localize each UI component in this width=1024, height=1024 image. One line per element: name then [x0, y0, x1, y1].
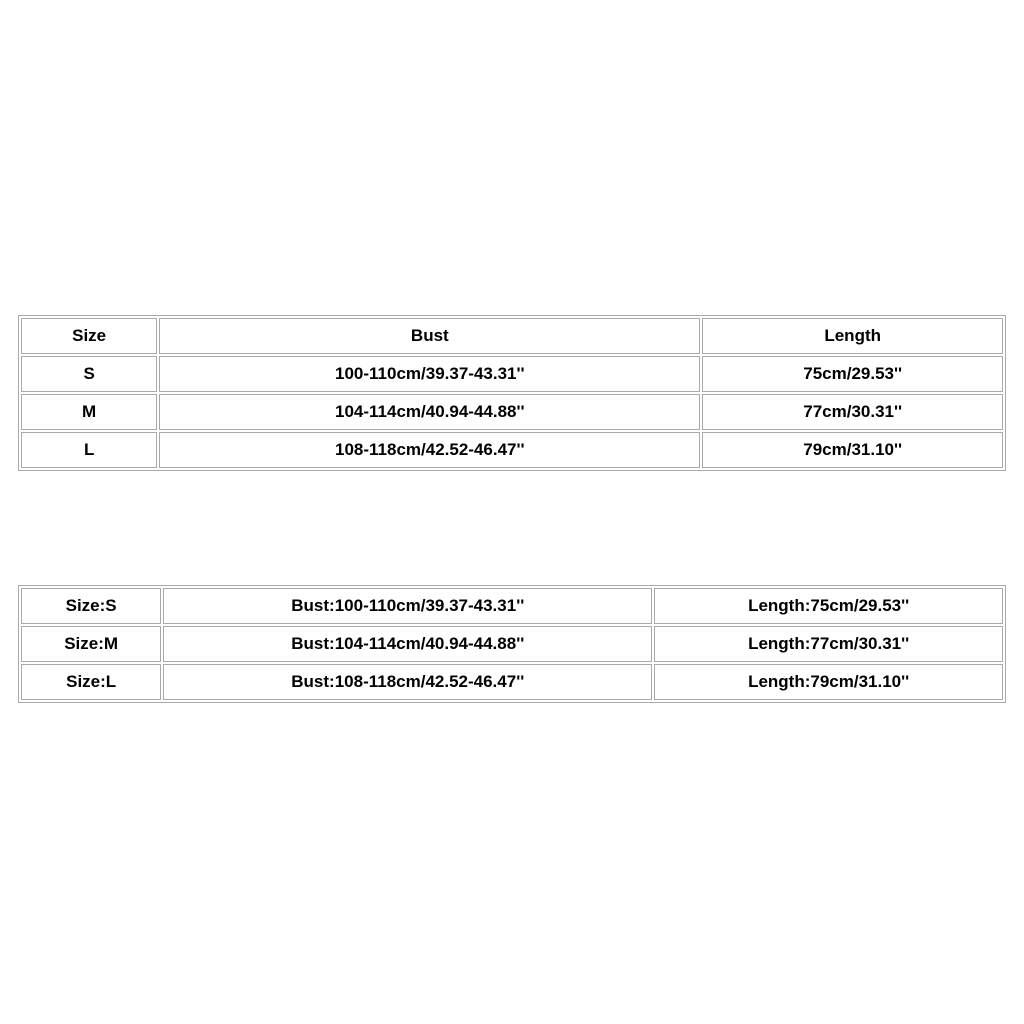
- cell-size: Size:M: [21, 626, 161, 662]
- table-row: [21, 626, 1003, 662]
- cell-bust: 100-110cm/39.37-43.31'': [159, 356, 700, 392]
- cell-bust: Bust:108-118cm/42.52-46.47'': [163, 664, 652, 700]
- size-chart-table: [18, 315, 1006, 471]
- header-length: Length: [702, 318, 1003, 354]
- size-chart-table-labeled: [18, 585, 1006, 703]
- cell-size: L: [21, 432, 157, 468]
- cell-size: Size:S: [21, 588, 161, 624]
- table-header-row: [21, 318, 1003, 354]
- cell-length: Length:75cm/29.53'': [654, 588, 1003, 624]
- table-row: [21, 664, 1003, 700]
- header-size: Size: [21, 318, 157, 354]
- table-row: [21, 432, 1003, 468]
- table-row: [21, 588, 1003, 624]
- table-row: [21, 394, 1003, 430]
- cell-size: Size:L: [21, 664, 161, 700]
- cell-length: Length:79cm/31.10'': [654, 664, 1003, 700]
- cell-size: S: [21, 356, 157, 392]
- cell-size: M: [21, 394, 157, 430]
- table-row: [21, 356, 1003, 392]
- cell-bust: 108-118cm/42.52-46.47'': [159, 432, 700, 468]
- cell-length: 77cm/30.31'': [702, 394, 1003, 430]
- cell-bust: 104-114cm/40.94-44.88'': [159, 394, 700, 430]
- cell-length: 75cm/29.53'': [702, 356, 1003, 392]
- cell-length: Length:77cm/30.31'': [654, 626, 1003, 662]
- cell-length: 79cm/31.10'': [702, 432, 1003, 468]
- cell-bust: Bust:100-110cm/39.37-43.31'': [163, 588, 652, 624]
- header-bust: Bust: [159, 318, 700, 354]
- cell-bust: Bust:104-114cm/40.94-44.88'': [163, 626, 652, 662]
